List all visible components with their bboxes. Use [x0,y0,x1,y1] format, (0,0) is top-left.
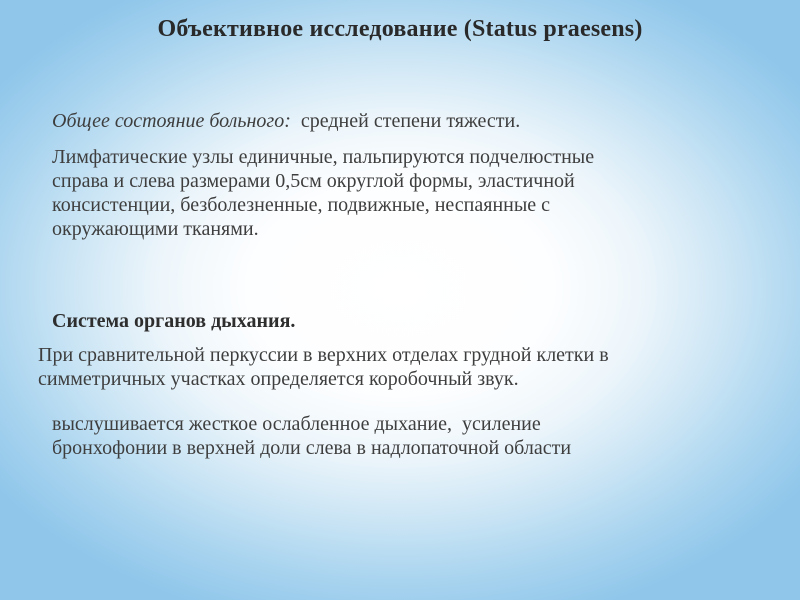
respiratory-heading: Система органов дыхания. [52,310,296,332]
auscultation-line: выслушивается жесткое ослабленное дыхание, усиление [52,413,541,435]
general-state-value: средней степени тяжести. [300,110,521,132]
lymph-nodes-line: Лимфатические узлы единичные, пальпируются подчелюстные [52,146,595,168]
slide-title: Объективное исследование (Status praesens) [157,16,643,42]
general-state-label: Общее состояние больного: [52,110,291,132]
lymph-nodes-line: справа и слева размерами 0,5см округлой формы, эластичной [52,170,575,192]
percussion-line: При сравнительной перкуссии в верхних отделах грудной клетки в [38,344,609,366]
percussion-paragraph [38,343,778,391]
general-state-paragraph [52,109,520,133]
lymph-nodes-line: окружающими тканями. [52,218,259,240]
auscultation-paragraph [52,412,752,460]
lymph-nodes-line: консистенции, безболезненные, подвижные, неспаянные с [52,194,551,216]
auscultation-line: бронхофонии в верхней доли слева в надлопаточной области [52,437,572,459]
lymph-nodes-paragraph [52,145,752,241]
percussion-line: симметричных участках определяется коробочный звук. [38,368,519,390]
